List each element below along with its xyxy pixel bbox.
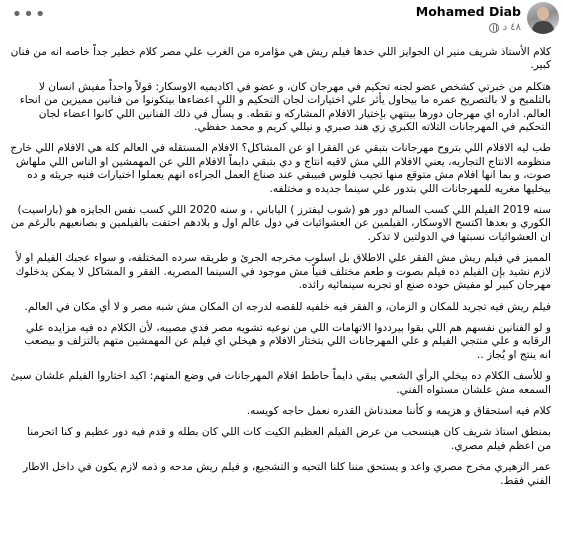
- post-paragraph: هتكلم من خبرتي كشخص عضو لجنه تحكيم في مهرجان كان، و عضو في اكاديميه الاوسكار: قولاً واحداً مفيش انسان لا بالتلميح و لا بالتصريح عمره ما بيحاول يأثر علي اختيارات لجان التحكيم و اللي اعضاءها بيتكونوا من فنانين مميزين من انحاء العالم. اداره اي مهرجان دورها بينتهي بإختيار الافلام المشاركه و نقطه. و يسأل في ذلك الفنانين اللي كانوا اعضاء لجان التحكيم في المهرجانات التلاته الكبري زي هند صبري و نيللي كريم و محمد حفظي.: [19, 80, 551, 134]
- more-options-icon[interactable]: •••: [11, 3, 47, 25]
- post-time[interactable]: ٤٨ د: [502, 22, 521, 33]
- globe-icon: [489, 23, 499, 33]
- post-paragraph: سنه 2019 الفيلم اللي كسب السالم دور هو (شوب ليفترز ) الياباني ، و سنه 2020 اللي كسب نفس الجايزه هو (باراسيت) الكوري و بعدها اكتسح الاوسكار، الفيلمين عن العشوائيات في دول عالم اول و بلادهم احتفت بالفيلمين و بصانعيهم بالرغم من ان العشوائيات نسبتها في الدولتين لا تذكر.: [10, 204, 551, 243]
- post-paragraph: المميز في فيلم ريش مش الفقر علي الاطلاق بل اسلوب مخرجه الجرئ و طريقه سرده المختلفه، و سواء عجبك الفيلم او لأ لازم نشيد بإن الفيلم ده فيلم بصوت و طعم مختلف فنياً مش موجود في السينما المصريه. الفقر و المشاكل لا يمكن يدخلوك مهرجان كبير لو مفيش حوده صنع او تجربه سينمائيه رائده.: [15, 252, 551, 292]
- avatar[interactable]: [527, 2, 559, 34]
- post-paragraph: كلام فيه استحقاق و هزيمه و كأننا معندناش القدره نعمل حاجه كويسه.: [246, 404, 551, 417]
- post-paragraph: طب ليه الافلام اللي بتروح مهرجانات بتبقي عن الفقرا او عن المشاكل؟ الافلام المستقله في العالم كله هي الافلام اللي خارج منظومه الانتاج التجاريه، يعني الافلام اللي مش لاقيه انتاج و دي بتبقي دايماً الافلام اللي عن المهمشين او الناس اللي ملهاش صوت، و بما انها افلام مش متوقع منها تجيب فلوس فبيبقي عند صناع العمل الجراءه انهم يعملوا اختيارات فنيه جريئه و ده بيخليها مغريه للمهرجانات اللي بتدور علي سينما جديده و مختلفه.: [10, 142, 551, 195]
- post-meta: [416, 21, 521, 35]
- post-paragraph: بمنطق استاذ شريف كان هينسحب من عرض الفيلم العظيم الكيت كات اللي كان بطله و قدم فيه دور عظيم و كنا اتحرمنا من اعظم فيلم مصري.: [26, 426, 551, 452]
- post-paragraph: و للأسف الكلام ده بيخلي الرأي الشعبي يبقي دايماً حاطط افلام المهرجانات في وضع المتهم: اكيد اختاروا الفيلم علشان سيئ السمعه مش علشان مستواه الفني.: [10, 370, 551, 396]
- post-header: [0, 0, 563, 40]
- post-paragraph: و لو الفنانين نفسهم هم اللي بقوا بيرددوا الاتهامات اللي من نوعيه تشويه مصر فدي مصيبه، لأن الكلام ده فيه مزايده علي الرقابه و علي منتجي الفيلم و علي المهرجانات اللي بتختار الافلام و هيخلي اي فيلم عن المهمشين متهم بالتزلف و بيصعب انه ينتج او يُجاز ..: [24, 321, 551, 361]
- post-paragraph: كلام الأستاذ شريف منير ان الجوايز اللي خدها فيلم ريش هي مؤامره من الغرب علي مصر كلام خطير جداً خاصه انه من فنان كبير.: [10, 46, 551, 72]
- post-body: [10, 46, 551, 496]
- author-info: [416, 4, 521, 35]
- post-paragraph: عمر الزهيري مخرج مصري واعد و يستحق مننا كلنا التحيه و التشجيع، و فيلم ريش مدحه و ذمه لازم يكون في داخل الاطار الفني فقط.: [22, 461, 551, 487]
- author-name[interactable]: Mohamed Diab: [415, 4, 521, 19]
- post-paragraph: فيلم ريش فيه تجريد للمكان و الزمان، و الفقر فيه خلفيه للقصه لدرجه ان المكان مش شبه مصر و لا أي مكان في العالم.: [24, 300, 551, 313]
